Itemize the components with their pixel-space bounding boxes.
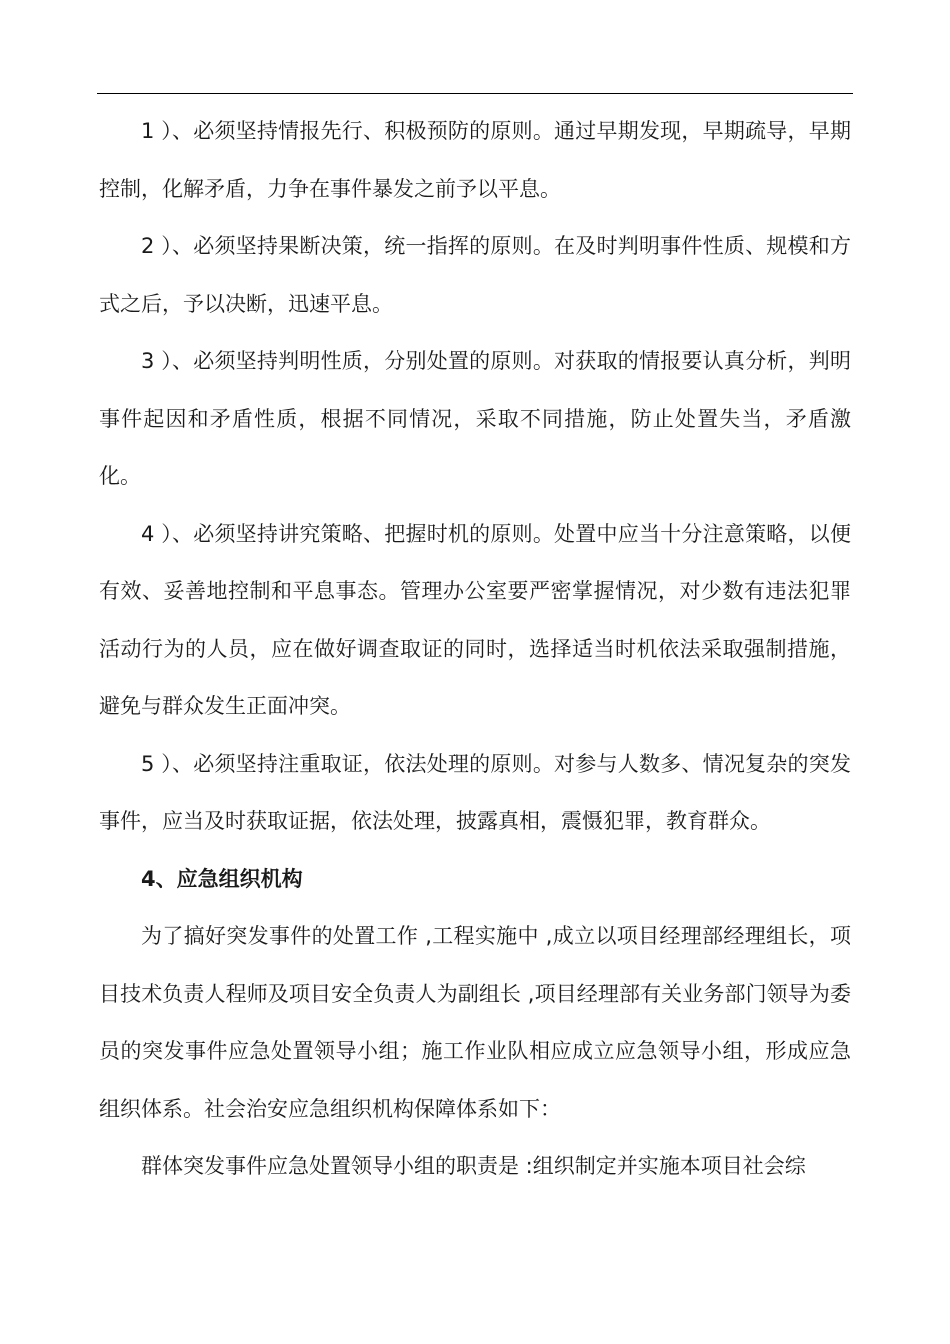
principle-paragraph-1: 1 ）、必须坚持情报先行、积极预防的原则。通过早期发现，早期疏导，早期控制，化解矛盾，力争在事件暴发之前予以平息。 [99,119,851,201]
principle-paragraph-5: 5 ）、必须坚持注重取证，依法处理的原则。对参与人数多、情况复杂的突发事件，应当及时获取证据，依法处理，披露真相，震慑犯罪，教育群众。 [99,751,851,833]
duties-paragraph: 群体突发事件应急处置领导小组的职责是 :组织制定并实施本项目社会综 [141,1154,806,1178]
document-body [99,103,851,1196]
principle-paragraph-2: 2 ）、必须坚持果断决策，统一指挥的原则。在及时判明事件性质、规模和方式之后，予以决断，迅速平息。 [99,234,851,316]
organization-paragraph: 为了搞好突发事件的处置工作 ,工程实施中 ,成立以项目经理部经理组长，项目技术负责人程师及项目安全负责人为副组长 ,项目经理部有关业务部门领导为委员的突发事件应急处置领导小组；施工作业队相应成立应急领导小组，形成应急组织体系。社会治安应急组织机构保障体系如下： [99,924,851,1121]
principle-paragraph-3: 3 ）、必须坚持判明性质，分别处置的原则。对获取的情报要认真分析，判明事件起因和矛盾性质，根据不同情况，采取不同措施，防止处置失当，矛盾激化。 [99,349,851,488]
header-rule [97,93,853,94]
principle-paragraph-4: 4 ）、必须坚持讲究策略、把握时机的原则。处置中应当十分注意策略，以便有效、妥善地控制和平息事态。管理办公室要严密掌握情况，对少数有违法犯罪活动行为的人员，应在做好调查取证的同时，选择适当时机依法采取强制措施，避免与群众发生正面冲突。 [99,521,851,718]
section-heading: 4、应急组织机构 [141,866,303,891]
